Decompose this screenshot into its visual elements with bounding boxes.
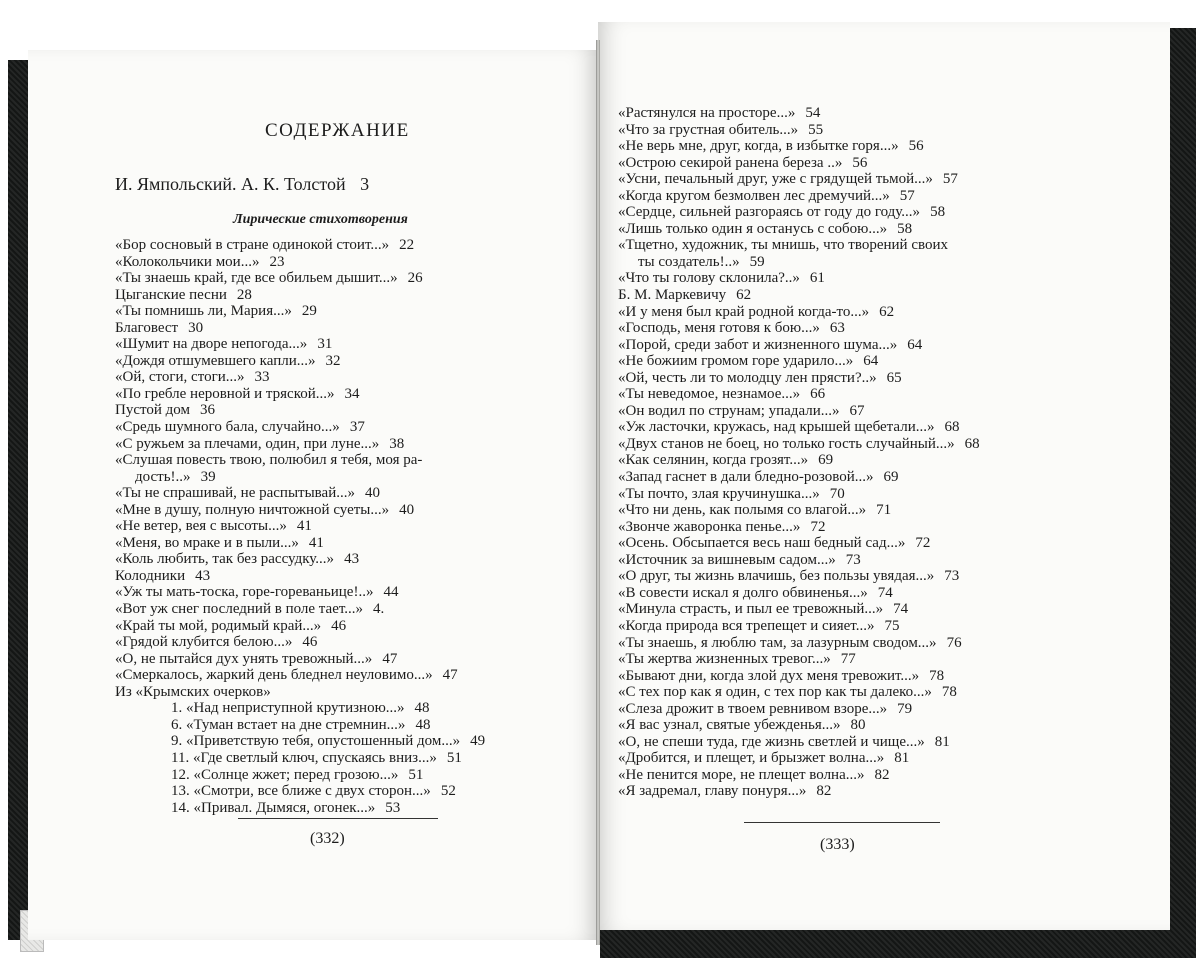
- toc-entry-title: 6. «Туман встает на дне стремнин...»: [171, 716, 406, 733]
- toc-entry-page: 40: [399, 501, 415, 518]
- toc-entry-title: «О, не пытайся дух унять тревожный...»: [115, 650, 373, 667]
- toc-entry-page: 72: [810, 518, 826, 535]
- toc-entry-page: 69: [883, 469, 899, 486]
- toc-entry-page: 65: [886, 369, 902, 386]
- toc-entry-page: 30: [188, 319, 204, 336]
- toc-entry-page: 46: [302, 634, 318, 651]
- toc-entry-page: 62: [879, 303, 895, 320]
- toc-entry: [115, 386, 545, 403]
- toc-entry-title: «Лишь только один я останусь с собою...»: [618, 220, 888, 237]
- toc-entry-title: «Слеза дрожит в твоем ревнивом взоре...»: [618, 700, 888, 717]
- toc-entry-title: «Я задремал, главу понуря...»: [618, 783, 807, 800]
- toc-entry: [618, 519, 1058, 536]
- toc-entry-title: Колодники: [115, 567, 186, 584]
- toc-entry-title: «Растянулся на просторе...»: [618, 105, 796, 121]
- toc-entry: [618, 783, 1058, 800]
- toc-list-right: [618, 105, 1058, 800]
- toc-entry-page: 53: [385, 799, 401, 816]
- toc-entry: [115, 767, 545, 784]
- toc-entry: [115, 651, 545, 668]
- toc-entry: [618, 188, 1058, 205]
- toc-entry: [618, 237, 1058, 254]
- toc-entry-title: «Тщетно, художник, ты мнишь, что творений своих: [618, 237, 948, 254]
- toc-entry-title: «Двух станов не боец, но только гость случайный...»: [618, 435, 955, 452]
- toc-entry: [618, 204, 1058, 221]
- toc-entry-page: 49: [470, 733, 486, 750]
- toc-entry-page: 39: [200, 468, 216, 485]
- toc-entry-page: 22: [399, 237, 415, 253]
- toc-entry-page: 61: [809, 270, 825, 287]
- toc-entry: [618, 337, 1058, 354]
- toc-entry: [618, 701, 1058, 718]
- toc-entry: [618, 138, 1058, 155]
- toc-entry: [618, 635, 1058, 652]
- toc-entry: [115, 353, 545, 370]
- toc-entry-page: 70: [829, 485, 845, 502]
- toc-entry-title: «Ты почто, злая кручинушка...»: [618, 485, 820, 502]
- toc-entry-title: «И у меня был край родной когда-то...»: [618, 303, 870, 320]
- toc-entry-page: 75: [884, 617, 900, 634]
- toc-entry-title: «Шумит на дворе непогода...»: [115, 336, 308, 353]
- toc-entry: [618, 486, 1058, 503]
- toc-entry-title: «Меня, во мраке и в пыли...»: [115, 534, 299, 551]
- toc-entry-page: 71: [876, 502, 892, 519]
- toc-entry-page: 72: [915, 535, 931, 552]
- toc-entry: [115, 800, 545, 817]
- toc-entry-title: «Мне в душу, полную ничтожной суеты...»: [115, 501, 390, 518]
- page-number-left: (332): [310, 830, 345, 847]
- toc-entry-page: 33: [254, 369, 270, 386]
- toc-entry-title: «Я вас узнал, святые убежденья...»: [618, 717, 841, 734]
- toc-entry-page: 29: [301, 303, 317, 320]
- toc-entry: [115, 535, 545, 552]
- toc-entry: [115, 237, 545, 254]
- toc-entry-title: «Ты не спрашивай, не распытывай...»: [115, 485, 355, 502]
- toc-entry-page: 73: [944, 568, 960, 585]
- toc-entry-title: «С тех пор как я один, с тех пор как ты далеко...»: [618, 684, 932, 701]
- toc-entry-title: «Сердце, сильней разгораясь от году до году...»: [618, 204, 921, 221]
- toc-entry-page: 56: [908, 138, 924, 155]
- toc-entry-page: 64: [863, 353, 879, 370]
- toc-entry-page: 28: [236, 286, 252, 303]
- toc-entry: [115, 303, 545, 320]
- toc-entry-page: 55: [808, 121, 824, 138]
- toc-entry-page: 34: [344, 385, 360, 402]
- toc-entry-page: 68: [944, 419, 960, 436]
- toc-entry-page: 43: [195, 567, 211, 584]
- toc-entry-title: «Слушая повесть твою, полюбил я тебя, моя ра-: [115, 452, 423, 469]
- toc-entry-title: «С ружьем за плечами, один, при луне...»: [115, 435, 380, 452]
- toc-entry-title: «Ты знаешь край, где все обильем дышит...»: [115, 270, 398, 287]
- toc-entry: [115, 485, 545, 502]
- toc-entry: [115, 452, 545, 469]
- toc-entry-title: «Он водил по струнам; упадали...»: [618, 402, 840, 419]
- toc-entry-title: «Уж ласточки, кружась, над крышей щебетали...»: [618, 419, 935, 436]
- toc-entry: [115, 618, 545, 635]
- toc-entry-title: «В совести искал я долго обвиненья...»: [618, 584, 868, 601]
- toc-entry-title: «Когда кругом безмолвен лес дремучий...»: [618, 187, 890, 204]
- toc-entry-page: 32: [325, 352, 341, 369]
- toc-entry-title: «Колокольчики мои...»: [115, 253, 260, 270]
- toc-entry-title: «Край ты мой, родимый край...»: [115, 617, 322, 634]
- toc-entry-page: 59: [749, 253, 765, 270]
- toc-entry-title: Из «Крымских очерков»: [115, 683, 271, 700]
- toc-entry-title: «Ты знаешь, я люблю там, за лазурным сводом...»: [618, 634, 937, 651]
- toc-entry-title: Пустой дом: [115, 402, 190, 419]
- toc-entry-title: «Грядой клубится белою...»: [115, 634, 293, 651]
- toc-entry-page: 77: [840, 651, 856, 668]
- toc-entry: [618, 585, 1058, 602]
- toc-entry: [115, 287, 545, 304]
- toc-entry-title: «Не пенится море, не плещет волна...»: [618, 766, 865, 783]
- toc-entry-page: 78: [929, 667, 945, 684]
- toc-entry: [115, 733, 545, 750]
- toc-entry-title: «Источник за вишневым садом...»: [618, 551, 836, 568]
- toc-entry-title: «Осень. Обсыпается весь наш бедный сад...»: [618, 535, 906, 552]
- toc-entry-page: 69: [818, 452, 834, 469]
- footer-rule-left: [238, 818, 438, 819]
- toc-entry-title: «Что за грустная обитель...»: [618, 121, 799, 138]
- toc-entry-page: 82: [874, 766, 890, 783]
- toc-entry-page: 54: [805, 105, 821, 121]
- toc-entry-title: 13. «Смотри, все ближе с двух сторон...»: [171, 783, 431, 800]
- toc-entry: [115, 601, 545, 618]
- toc-entry: [618, 535, 1058, 552]
- toc-entry-title: Цыганские песни: [115, 286, 227, 303]
- toc-entry-page: 81: [934, 733, 950, 750]
- toc-entry-title: 12. «Солнце жжет; перед грозою...»: [171, 766, 399, 783]
- toc-entry-page: 48: [414, 700, 430, 717]
- toc-entry: [115, 700, 545, 717]
- toc-entry-title: «Усни, печальный друг, уже с грядущей тьмой...»: [618, 171, 933, 188]
- toc-entry: [618, 734, 1058, 751]
- toc-entry-page: 74: [893, 601, 909, 618]
- toc-entry-page: 41: [296, 518, 312, 535]
- toc-entry-page: 40: [364, 485, 380, 502]
- toc-entry: [618, 552, 1058, 569]
- toc-entry: [618, 717, 1058, 734]
- toc-entry: [618, 105, 1058, 122]
- toc-entry-title: «Острою секирой ранена береза ..»: [618, 154, 843, 171]
- toc-entry-page: 4.: [373, 601, 385, 618]
- contents-heading: СОДЕРЖАНИЕ: [265, 120, 410, 141]
- toc-entry-title: «Ой, честь ли то молодцу лен прясти?..»: [618, 369, 877, 386]
- toc-entry-title: «Что ты голову склонила?..»: [618, 270, 800, 287]
- toc-entry-title: «Не верь мне, друг, когда, в избытке горя...»: [618, 138, 899, 155]
- toc-list-left: [115, 237, 545, 816]
- toc-entry-title: «Как селянин, когда грозят...»: [618, 452, 809, 469]
- toc-entry: [115, 436, 545, 453]
- toc-entry-page: 48: [415, 716, 431, 733]
- toc-entry: [618, 403, 1058, 420]
- toc-entry-title: «Бор сосновый в стране одинокой стоит...»: [115, 237, 390, 253]
- toc-entry: [115, 551, 545, 568]
- toc-entry-title: «Бывают дни, когда злой дух меня тревожит...»: [618, 667, 920, 684]
- toc-entry: [618, 452, 1058, 469]
- toc-entry-page: 80: [850, 717, 866, 734]
- toc-entry-title: «Звонче жаворонка пенье...»: [618, 518, 801, 535]
- toc-entry-page: 73: [845, 551, 861, 568]
- intro-entry-text: И. Ямпольский. А. К. Толстой: [115, 174, 346, 194]
- toc-entry-page: 26: [407, 270, 423, 287]
- toc-entry-page: 63: [829, 320, 845, 337]
- toc-entry-title: 14. «Привал. Дымяся, огонек...»: [171, 799, 376, 816]
- toc-entry-title: «Средь шумного бала, случайно...»: [115, 419, 340, 436]
- toc-entry-title: «Господь, меня готовя к бою...»: [618, 320, 820, 337]
- toc-entry-page: 67: [849, 402, 865, 419]
- toc-entry-title: «Ты помнишь ли, Мария...»: [115, 303, 292, 320]
- toc-entry: [618, 436, 1058, 453]
- toc-entry-page: 46: [331, 617, 347, 634]
- toc-entry-page: 81: [894, 750, 910, 767]
- toc-entry-page: 57: [899, 187, 915, 204]
- toc-entry-page: 57: [942, 171, 958, 188]
- toc-entry: [618, 502, 1058, 519]
- toc-entry-title: «Коль любить, так без рассудку...»: [115, 551, 335, 568]
- section-heading: Лирические стихотворения: [233, 212, 408, 227]
- toc-entry-page: 64: [907, 336, 923, 353]
- toc-entry-page: 36: [199, 402, 215, 419]
- toc-entry-page: 51: [446, 749, 462, 766]
- toc-entry: [618, 270, 1058, 287]
- footer-rule-right: [744, 822, 940, 823]
- toc-entry-page: 23: [269, 253, 285, 270]
- toc-entry-page: 47: [382, 650, 398, 667]
- toc-entry: [115, 684, 545, 701]
- toc-entry: [115, 419, 545, 436]
- toc-entry-title: Б. М. Маркевичу: [618, 287, 727, 304]
- toc-entry-title: «О, не спеши туда, где жизнь светлей и чище...»: [618, 733, 925, 750]
- toc-entry-page: 47: [442, 667, 458, 684]
- toc-entry: [115, 402, 545, 419]
- toc-entry: [618, 651, 1058, 668]
- toc-entry: [618, 320, 1058, 337]
- toc-entry-title: Благовест: [115, 319, 179, 336]
- toc-entry: [618, 155, 1058, 172]
- toc-entry-page: 68: [964, 435, 980, 452]
- toc-entry: [115, 336, 545, 353]
- toc-entry-title: «Вот уж снег последний в поле тает...»: [115, 601, 364, 618]
- toc-entry: [618, 568, 1058, 585]
- toc-entry: [618, 353, 1058, 370]
- toc-entry-title: «Порой, среди забот и жизненного шума...»: [618, 336, 898, 353]
- toc-entry: [618, 618, 1058, 635]
- toc-entry-title: «Минула страсть, и пыл ее тревожный...»: [618, 601, 884, 618]
- toc-entry-page: 56: [852, 154, 868, 171]
- toc-entry-page: 43: [344, 551, 360, 568]
- toc-entry: [618, 370, 1058, 387]
- toc-entry: [618, 171, 1058, 188]
- book-spine: [596, 40, 600, 945]
- toc-entry-page: 62: [736, 287, 752, 304]
- toc-entry: [115, 270, 545, 287]
- toc-entry-title: «Ты неведомое, незнамое...»: [618, 386, 801, 403]
- toc-entry-title: 1. «Над неприступной крутизною...»: [171, 700, 405, 717]
- toc-entry-title: «Запад гаснет в дали бледно-розовой...»: [618, 469, 874, 486]
- toc-entry-title: ты создатель!..»: [638, 253, 740, 270]
- toc-entry: [618, 684, 1058, 701]
- toc-entry-title: «Дробится, и плещет, и брызжет волна...»: [618, 750, 885, 767]
- toc-entry-page: 38: [389, 435, 405, 452]
- toc-entry: [618, 254, 1058, 271]
- page-number-right: (333): [820, 836, 855, 853]
- toc-entry: [115, 469, 545, 486]
- toc-entry-title: «О друг, ты жизнь влачишь, без пользы увядая...»: [618, 568, 935, 585]
- toc-entry: [115, 750, 545, 767]
- toc-entry-page: 82: [816, 783, 832, 800]
- toc-entry: [115, 518, 545, 535]
- toc-entry-page: 58: [897, 220, 913, 237]
- toc-entry-title: «Что ни день, как полымя со влагой...»: [618, 502, 867, 519]
- toc-entry-title: «Не ветер, вея с высоты...»: [115, 518, 287, 535]
- toc-entry: [618, 386, 1058, 403]
- toc-entry: [618, 287, 1058, 304]
- intro-entry-page: 3: [360, 174, 370, 194]
- toc-entry: [115, 634, 545, 651]
- toc-entry-page: 51: [408, 766, 424, 783]
- toc-entry-page: 76: [946, 634, 962, 651]
- toc-entry: [115, 254, 545, 271]
- toc-entry: [618, 221, 1058, 238]
- toc-entry-page: 74: [877, 584, 893, 601]
- toc-entry-title: «Смеркалось, жаркий день бледнел неуловимо...»: [115, 667, 433, 684]
- toc-entry: [115, 584, 545, 601]
- toc-entry: [115, 568, 545, 585]
- toc-entry: [115, 667, 545, 684]
- toc-entry: [618, 469, 1058, 486]
- toc-entry: [115, 369, 545, 386]
- toc-entry-page: 44: [383, 584, 399, 601]
- toc-entry: [115, 783, 545, 800]
- toc-entry: [618, 419, 1058, 436]
- toc-entry: [618, 767, 1058, 784]
- toc-entry: [618, 601, 1058, 618]
- toc-entry-title: «Не божиим громом горе ударило...»: [618, 353, 854, 370]
- toc-entry-page: 58: [930, 204, 946, 221]
- toc-entry-page: 79: [897, 700, 913, 717]
- toc-entry-page: 31: [317, 336, 333, 353]
- intro-entry: [115, 174, 369, 195]
- toc-entry-title: «Дождя отшумевшего капли...»: [115, 352, 316, 369]
- toc-entry-title: дость!..»: [135, 468, 191, 485]
- toc-entry-title: 9. «Приветствую тебя, опустошенный дом...»: [171, 733, 461, 750]
- toc-entry: [618, 122, 1058, 139]
- toc-entry: [618, 304, 1058, 321]
- toc-entry-page: 78: [941, 684, 957, 701]
- toc-entry: [115, 717, 545, 734]
- toc-entry-title: «Уж ты мать-тоска, горе-гореваньице!..»: [115, 584, 374, 601]
- toc-entry: [618, 668, 1058, 685]
- toc-entry-title: «Ты жертва жизненных тревог...»: [618, 651, 831, 668]
- toc-entry: [115, 320, 545, 337]
- toc-entry-page: 37: [349, 419, 365, 436]
- toc-entry-title: 11. «Где светлый ключ, спускаясь вниз...»: [171, 749, 437, 766]
- toc-entry-title: «По гребле неровной и тряской...»: [115, 385, 335, 402]
- toc-entry-page: 41: [308, 534, 324, 551]
- toc-entry-title: «Ой, стоги, стоги...»: [115, 369, 245, 386]
- toc-entry-page: 66: [810, 386, 826, 403]
- toc-entry: [618, 750, 1058, 767]
- toc-entry: [115, 502, 545, 519]
- toc-entry-title: «Когда природа вся трепещет и сияет...»: [618, 617, 875, 634]
- toc-entry-page: 52: [440, 783, 456, 800]
